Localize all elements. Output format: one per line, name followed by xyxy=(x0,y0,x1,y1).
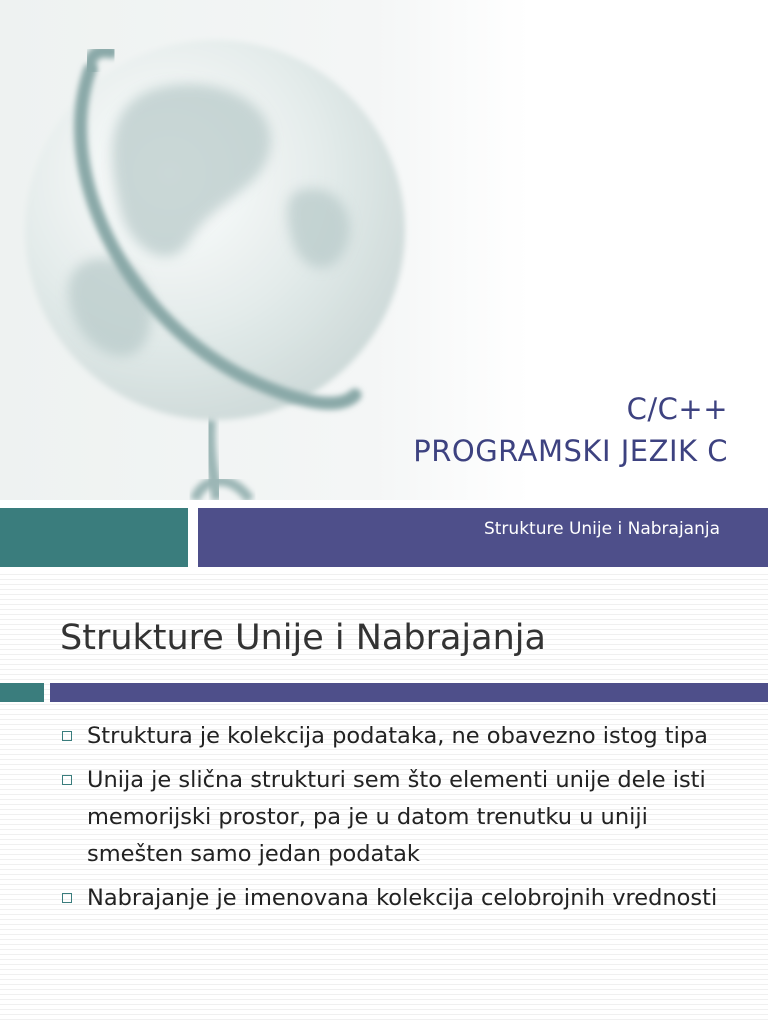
list-item xyxy=(60,718,740,755)
hollow-square-icon xyxy=(62,893,72,903)
slide-title: Strukture Unije i Nabrajanja xyxy=(60,618,546,658)
bullet-text: Unija je slična strukturi sem što elementi unije dele isti memorijski prostor, pa je u datom trenutku u uniji smešten samo jedan podatak xyxy=(87,767,706,867)
subtitle: Strukture Unije i Nabrajanja xyxy=(483,519,720,539)
list-item xyxy=(60,880,740,917)
teal-band xyxy=(0,508,188,567)
list-item xyxy=(60,762,740,873)
title-line-2: PROGRAMSKI JEZIK C xyxy=(413,434,728,468)
bullet-list xyxy=(60,718,740,924)
subtitle-band xyxy=(198,508,768,567)
bullet-text: Struktura je kolekcija podataka, ne obavezno istog tipa xyxy=(87,723,708,749)
hollow-square-icon xyxy=(62,775,72,785)
bullet-text: Nabrajanje je imenovana kolekcija celobrojnih vrednosti xyxy=(87,885,718,911)
title-line-1: C/C++ xyxy=(626,392,728,426)
title-rule-teal xyxy=(0,683,44,702)
title-block xyxy=(413,388,728,472)
content-slide xyxy=(0,570,768,1024)
hollow-square-icon xyxy=(62,731,72,741)
title-rule-indigo xyxy=(50,683,768,702)
